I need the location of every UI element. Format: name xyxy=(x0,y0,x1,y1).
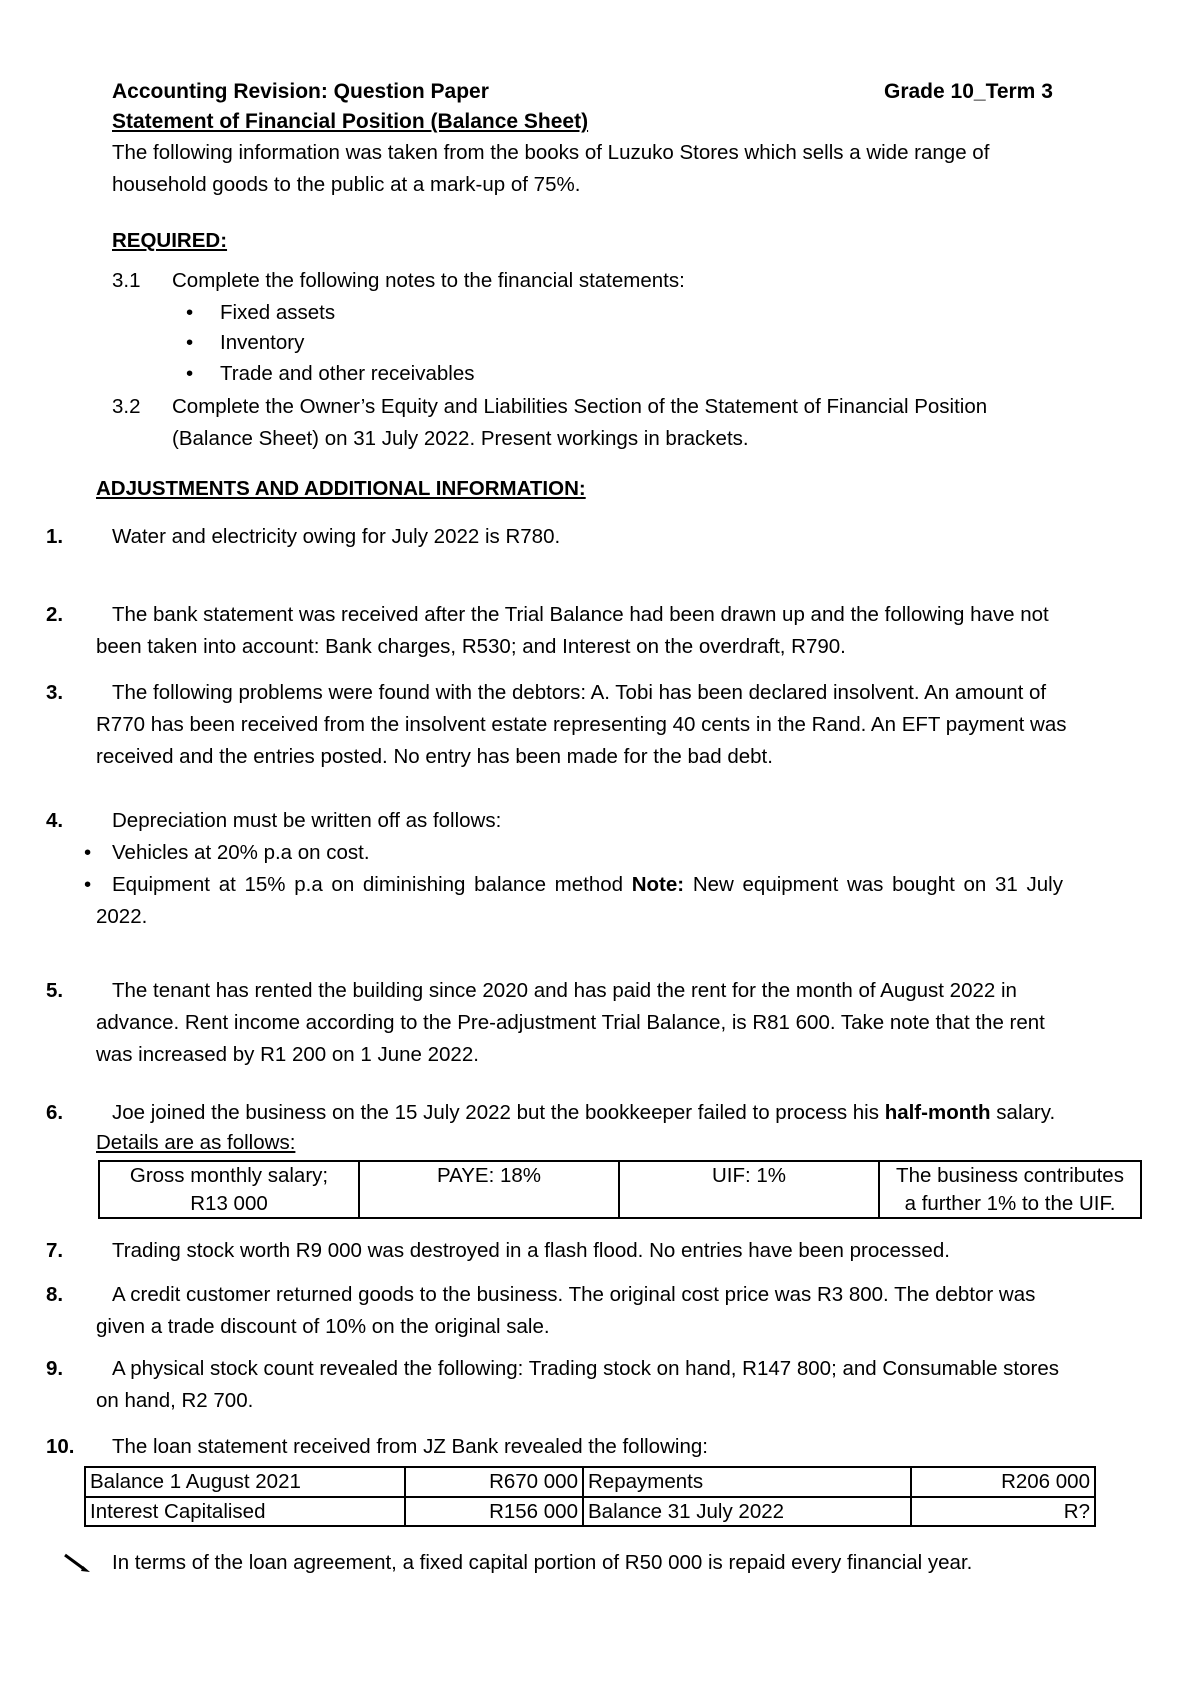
item-number: 5. xyxy=(46,979,64,1002)
bullet-icon: • xyxy=(84,841,92,864)
salary-gross-cell xyxy=(99,1161,359,1218)
item-7-text: Trading stock worth R9 000 was destroyed in a flash flood. No entries have been processed. xyxy=(112,1239,950,1262)
item-number: 9. xyxy=(46,1357,64,1380)
salary-uif-cell: UIF: 1% xyxy=(619,1161,879,1218)
section-subtitle: Statement of Financial Position (Balance Sheet) xyxy=(112,110,589,133)
item-number: 6. xyxy=(46,1101,64,1124)
item-number: 2. xyxy=(46,603,64,626)
item-8-line-2: given a trade discount of 10% on the original sale. xyxy=(96,1315,550,1338)
required-bullet-2: Inventory xyxy=(220,331,305,354)
item-4-note-label: Note: xyxy=(631,873,685,896)
required-bullet-1: Fixed assets xyxy=(220,301,336,324)
item-2-line-1: The bank statement was received after the Trial Balance had been drawn up and the following have not xyxy=(112,603,1049,626)
item-3-line-1: The following problems were found with the debtors: A. Tobi has been declared insolvent. An amount of xyxy=(112,681,1047,704)
salary-gross-label: Gross monthly salary; xyxy=(129,1164,329,1187)
item-number: 8. xyxy=(46,1283,64,1306)
item-4-bullet-2-line-2: 2022. xyxy=(96,905,148,928)
salary-paye-cell: PAYE: 18% xyxy=(359,1161,619,1218)
item-number: 4. xyxy=(46,809,64,832)
item-5-line-2: advance. Rent income according to the Pre-adjustment Trial Balance, is R81 600. Take note that the rent xyxy=(96,1011,1045,1034)
required-heading: REQUIRED: xyxy=(112,229,228,252)
paper-title: Accounting Revision: Question Paper xyxy=(112,80,489,103)
loan-label-cell: Interest Capitalised xyxy=(85,1497,405,1527)
item-4-line-1: Depreciation must be written off as follows: xyxy=(112,809,502,832)
loan-value-cell: R156 000 xyxy=(405,1497,583,1527)
bullet-icon: • xyxy=(186,331,194,354)
bullet-icon: • xyxy=(186,301,194,324)
salary-contribution-line-2: a further 1% to the UIF. xyxy=(904,1191,1116,1215)
loan-value-cell: R? xyxy=(911,1497,1095,1527)
q31-number: 3.1 xyxy=(112,269,141,292)
item-3-line-2: R770 has been received from the insolvent estate representing 40 cents in the Rand. An EFT payment was xyxy=(96,713,1067,736)
table-row xyxy=(99,1161,1141,1218)
item-5-line-1: The tenant has rented the building since 2020 and has paid the rent for the month of August 2022 in xyxy=(112,979,1017,1002)
salary-table xyxy=(98,1160,1142,1219)
item-9-line-1: A physical stock count revealed the following: Trading stock on hand, R147 800; and Consumable stores xyxy=(112,1357,1059,1380)
table-row xyxy=(85,1467,1095,1497)
item-number: 10. xyxy=(46,1435,75,1458)
item-6-text-end: salary. xyxy=(990,1101,1056,1124)
loan-label-cell: Balance 1 August 2021 xyxy=(85,1467,405,1497)
salary-contribution-line-1: The business contributes xyxy=(896,1164,1124,1187)
item-number: 3. xyxy=(46,681,64,704)
q32-number: 3.2 xyxy=(112,395,141,418)
item-number: 1. xyxy=(46,525,64,548)
loan-value-cell: R206 000 xyxy=(911,1467,1095,1497)
loan-table xyxy=(84,1466,1096,1527)
item-5-line-3: was increased by R1 200 on 1 June 2022. xyxy=(96,1043,479,1066)
item-number: 7. xyxy=(46,1239,64,1262)
item-3-line-3: received and the entries posted. No entry has been made for the bad debt. xyxy=(96,745,773,768)
item-8-line-1: A credit customer returned goods to the business. The original cost price was R3 800. The debtor was xyxy=(112,1283,1036,1306)
intro-line-1: The following information was taken from the books of Luzuko Stores which sells a wide range of xyxy=(112,141,990,164)
item-10-text: The loan statement received from JZ Bank revealed the following: xyxy=(112,1435,708,1458)
loan-label-cell: Repayments xyxy=(583,1467,911,1497)
required-bullet-3: Trade and other receivables xyxy=(220,362,475,385)
item-6-bold: half-month xyxy=(884,1101,991,1124)
q31-text: Complete the following notes to the financial statements: xyxy=(172,269,685,292)
adjustments-heading: ADJUSTMENTS AND ADDITIONAL INFORMATION: xyxy=(96,477,586,500)
loan-agreement-note: In terms of the loan agreement, a fixed capital portion of R50 000 is repaid every financial year. xyxy=(112,1551,973,1574)
loan-label-cell: Balance 31 July 2022 xyxy=(583,1497,911,1527)
item-4-bullet-1: Vehicles at 20% p.a on cost. xyxy=(112,841,370,864)
q32-line-1: Complete the Owner’s Equity and Liabilities Section of the Statement of Financial Position xyxy=(172,395,988,418)
salary-contribution-cell xyxy=(879,1161,1141,1218)
item-6-line-1 xyxy=(112,1098,1055,1129)
q32-line-2: (Balance Sheet) on 31 July 2022. Present workings in brackets. xyxy=(172,427,749,450)
item-9-line-2: on hand, R2 700. xyxy=(96,1389,254,1412)
item-6-text: Joe joined the business on the 15 July 2022 but the bookkeeper failed to process his xyxy=(112,1101,885,1124)
item-4-bullet-2-rest: New equipment was bought on 31 July xyxy=(684,873,1063,896)
item-1-text: Water and electricity owing for July 2022 is R780. xyxy=(112,525,561,548)
item-4-bullet-2-text: Equipment at 15% p.a on diminishing balance method xyxy=(112,873,632,896)
item-4-bullet-2 xyxy=(112,870,1063,901)
loan-value-cell: R670 000 xyxy=(405,1467,583,1497)
bullet-icon: • xyxy=(186,362,194,385)
bullet-icon: • xyxy=(84,873,92,896)
salary-gross-value: R13 000 xyxy=(190,1191,268,1215)
table-row xyxy=(85,1497,1095,1527)
intro-line-2: household goods to the public at a mark-up of 75%. xyxy=(112,173,581,196)
item-2-line-2: been taken into account: Bank charges, R530; and Interest on the overdraft, R790. xyxy=(96,635,846,658)
grade-label: Grade 10_Term 3 xyxy=(884,80,1053,103)
pencil-icon xyxy=(62,1552,92,1574)
item-6-details-label: Details are as follows: xyxy=(96,1131,296,1154)
